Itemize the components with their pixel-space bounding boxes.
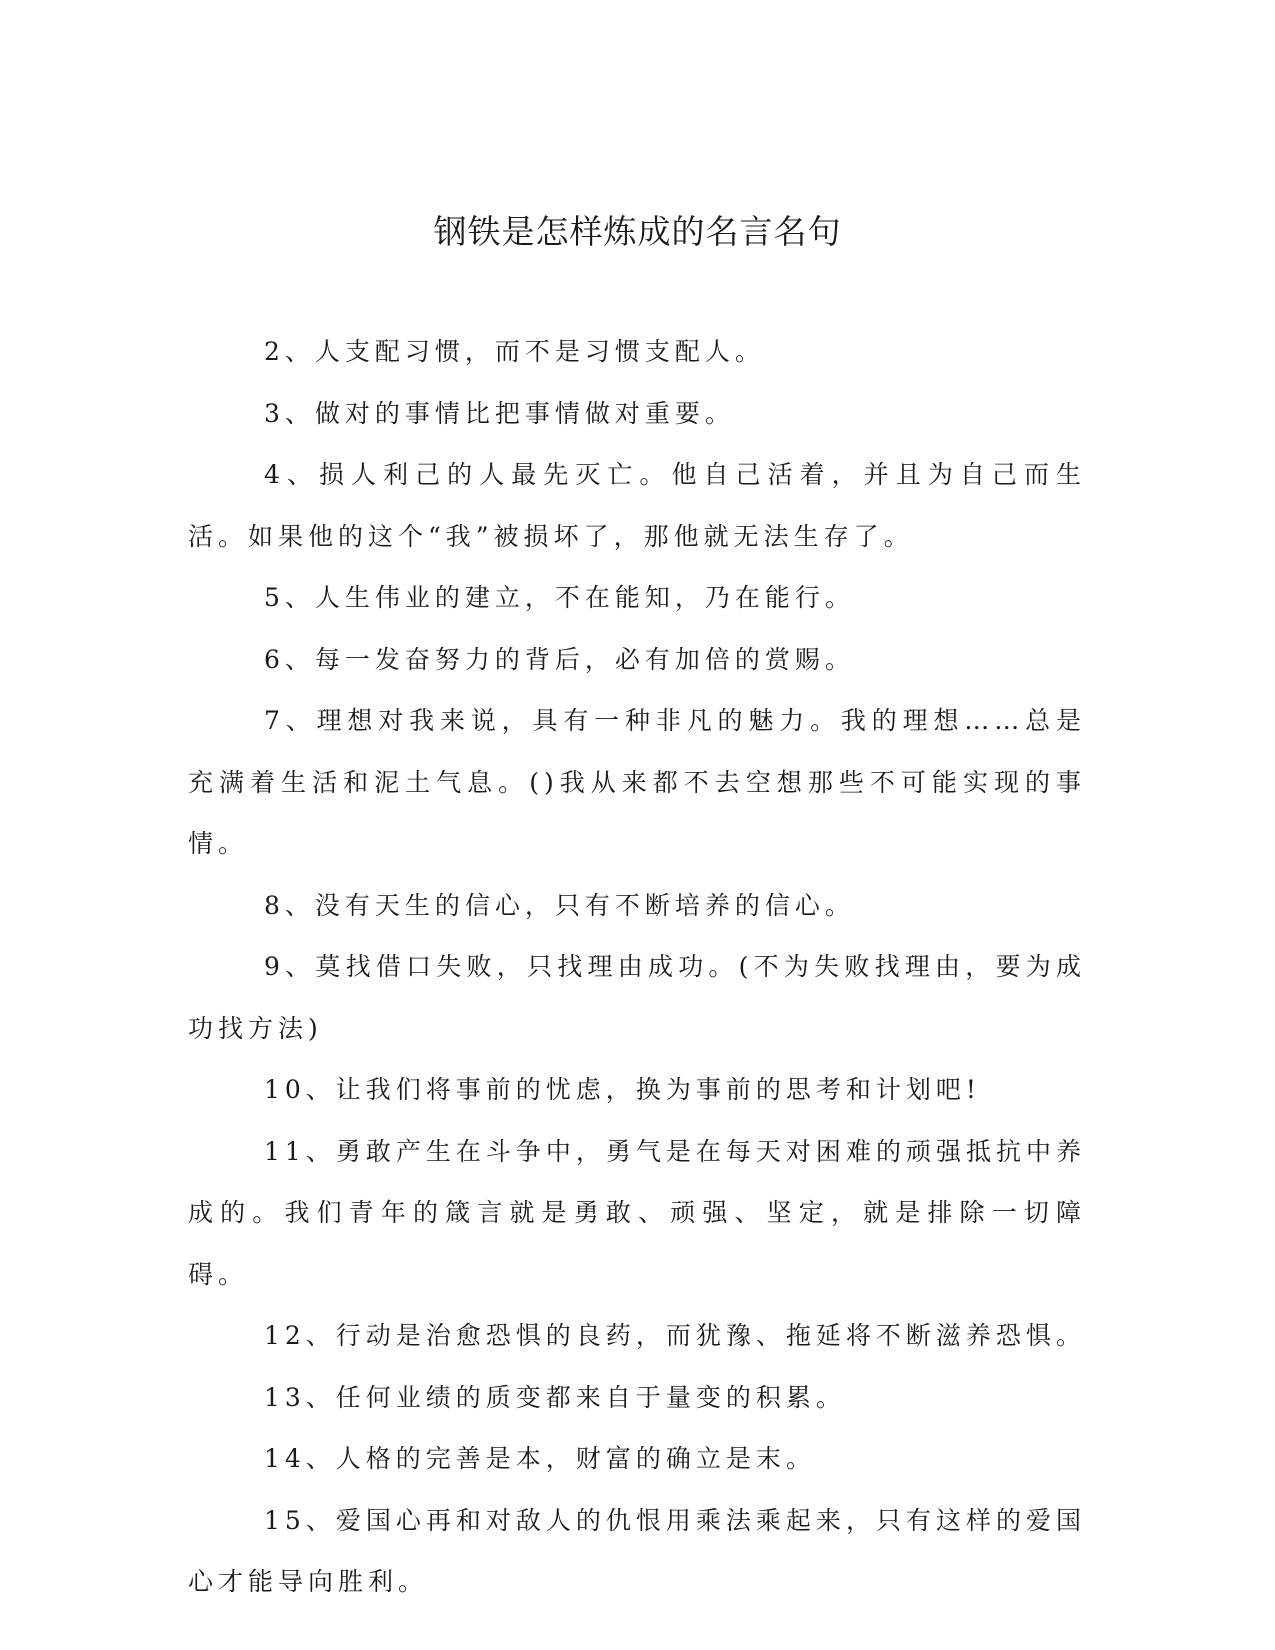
document-title: 钢铁是怎样炼成的名言名句 [433, 212, 842, 251]
quote-paragraph: 7、理想对我来说，具有一种非凡的魅力。我的理想……总是充满着生活和泥土气息。()我从来都不去空想那些不可能实现的事情。 [188, 706, 1086, 858]
quote-paragraph: 3、做对的事情比把事情做对重要。 [264, 398, 735, 428]
document-body [188, 321, 1086, 1613]
quote-paragraph: 8、没有天生的信心，只有不断培养的信心。 [264, 890, 855, 920]
quote-paragraph: 4、损人利己的人最先灭亡。他自己活着，并且为自己而生活。如果他的这个“我”被损坏了，那他就无法生存了。 [188, 460, 1086, 551]
quote-paragraph: 10、让我们将事前的忧虑，换为事前的思考和计划吧! [264, 1075, 981, 1104]
quote-paragraph: 2、人支配习惯，而不是习惯支配人。 [264, 337, 765, 366]
quote-paragraph: 12、行动是治愈恐惧的良药，而犹豫、拖延将不断滋养恐惧。 [264, 1321, 1086, 1350]
quote-paragraph: 6、每一发奋努力的背后，必有加倍的赏赐。 [264, 644, 855, 674]
quote-paragraph: 9、莫找借口失败，只找理由成功。(不为失败找理由，要为成功找方法) [188, 952, 1086, 1043]
quote-paragraph: 14、人格的完善是本，财富的确立是末。 [264, 1444, 816, 1473]
quote-paragraph: 5、人生伟业的建立，不在能知，乃在能行。 [264, 583, 855, 612]
quote-paragraph: 13、任何业绩的质变都来自于量变的积累。 [264, 1382, 846, 1412]
quote-paragraph: 11、勇敢产生在斗争中，勇气是在每天对困难的顽强抵抗中养成的。我们青年的箴言就是勇敢、顽强、坚定，就是排除一切障碍。 [188, 1136, 1086, 1289]
quote-paragraph: 15、爱国心再和对敌人的仇恨用乘法乘起来，只有这样的爱国心才能导向胜利。 [188, 1505, 1086, 1596]
